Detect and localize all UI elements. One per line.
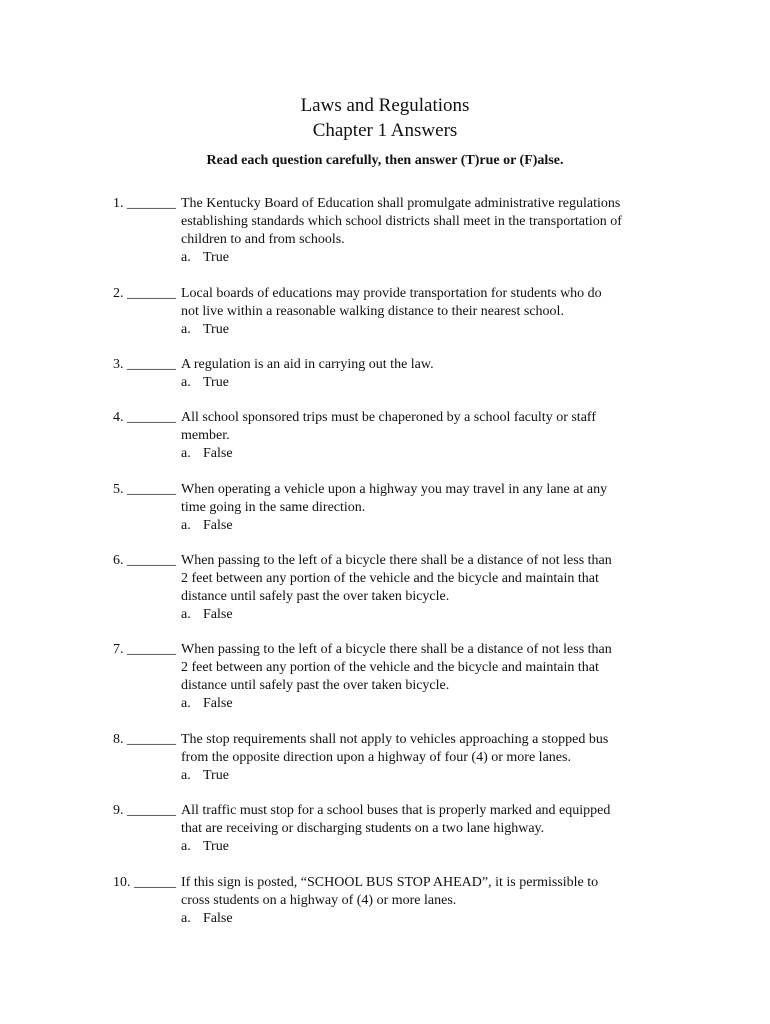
question-text-line: A regulation is an aid in carrying out the law.	[181, 357, 434, 372]
answer-option	[181, 321, 661, 339]
question-text-line: When passing to the left of a bicycle there shall be a distance of not less than	[181, 553, 612, 568]
question-text	[181, 409, 661, 463]
question-text-line: 2 feet between any portion of the vehicle and the bicycle and maintain that	[181, 571, 599, 586]
question-text	[181, 552, 661, 624]
question-text	[181, 641, 661, 713]
question-text	[181, 874, 661, 928]
question-number: 9. _______	[113, 803, 176, 818]
answer-option	[181, 606, 661, 624]
answer-value: False	[203, 911, 233, 926]
answer-letter: a.	[181, 911, 191, 926]
question-text	[181, 195, 661, 267]
question-text-line: When passing to the left of a bicycle there shall be a distance of not less than	[181, 642, 612, 657]
question-text-line: establishing standards which school districts shall meet in the transportation of	[181, 214, 622, 229]
answer-value: False	[203, 696, 233, 711]
question-text	[181, 285, 661, 339]
answer-letter: a.	[181, 607, 191, 622]
question-text-line: All school sponsored trips must be chaperoned by a school faculty or staff	[181, 410, 596, 425]
question-number: 8. _______	[113, 732, 176, 747]
question-text-line: All traffic must stop for a school buses that is properly marked and equipped	[181, 803, 611, 818]
question-text	[181, 481, 661, 535]
answer-option	[181, 249, 661, 267]
answer-letter: a.	[181, 375, 191, 390]
question-number: 10. ______	[113, 875, 176, 890]
question-text-line: cross students on a highway of (4) or more lanes.	[181, 893, 457, 908]
question-text-line: not live within a reasonable walking distance to their nearest school.	[181, 304, 564, 319]
answer-value: True	[203, 375, 229, 390]
question-text	[181, 802, 661, 856]
question-number: 3. _______	[113, 357, 176, 372]
page-subtitle: Chapter 1 Answers	[312, 120, 458, 141]
answer-option	[181, 695, 661, 713]
question-text-line: Local boards of educations may provide transportation for students who do	[181, 286, 602, 301]
answer-letter: a.	[181, 768, 191, 783]
question-text-line: time going in the same direction.	[181, 500, 366, 515]
question-text-line: distance until safely past the over taken bicycle.	[181, 589, 450, 604]
question-text-line: 2 feet between any portion of the vehicle and the bicycle and maintain that	[181, 660, 599, 675]
question-text-line: children to and from schools.	[181, 232, 345, 247]
question-number: 7. _______	[113, 642, 176, 657]
instructions: Read each question carefully, then answer (T)rue or (F)alse.	[206, 153, 564, 168]
question-number: 2. _______	[113, 286, 176, 301]
question-text-line: If this sign is posted, “SCHOOL BUS STOP AHEAD”, it is permissible to	[181, 875, 599, 890]
answer-letter: a.	[181, 839, 191, 854]
answer-value: True	[203, 250, 229, 265]
answer-letter: a.	[181, 446, 191, 461]
answer-value: False	[203, 446, 233, 461]
answer-option	[181, 910, 661, 928]
answer-option	[181, 517, 661, 535]
answer-letter: a.	[181, 518, 191, 533]
answer-option	[181, 445, 661, 463]
question-number: 5. _______	[113, 482, 176, 497]
answer-letter: a.	[181, 322, 191, 337]
question-number: 4. _______	[113, 410, 176, 425]
question-text-line: from the opposite direction upon a highway of four (4) or more lanes.	[181, 750, 571, 765]
question-text	[181, 356, 661, 392]
question-text-line: The stop requirements shall not apply to vehicles approaching a stopped bus	[181, 732, 609, 747]
answer-letter: a.	[181, 696, 191, 711]
answer-option	[181, 767, 661, 785]
answer-value: True	[203, 322, 229, 337]
question-text-line: that are receiving or discharging students on a two lane highway.	[181, 821, 545, 836]
question-number: 1. _______	[113, 196, 176, 211]
answer-value: True	[203, 839, 229, 854]
answer-letter: a.	[181, 250, 191, 265]
question-text-line: When operating a vehicle upon a highway you may travel in any lane at any	[181, 482, 608, 497]
answer-value: False	[203, 518, 233, 533]
question-text	[181, 731, 661, 785]
answer-value: True	[203, 768, 229, 783]
answer-option	[181, 374, 661, 392]
question-text-line: The Kentucky Board of Education shall promulgate administrative regulations	[181, 196, 621, 211]
question-text-line: distance until safely past the over taken bicycle.	[181, 678, 450, 693]
question-number: 6. _______	[113, 553, 176, 568]
question-text-line: member.	[181, 428, 230, 443]
answer-option	[181, 838, 661, 856]
answer-value: False	[203, 607, 233, 622]
page-title: Laws and Regulations	[300, 95, 470, 116]
